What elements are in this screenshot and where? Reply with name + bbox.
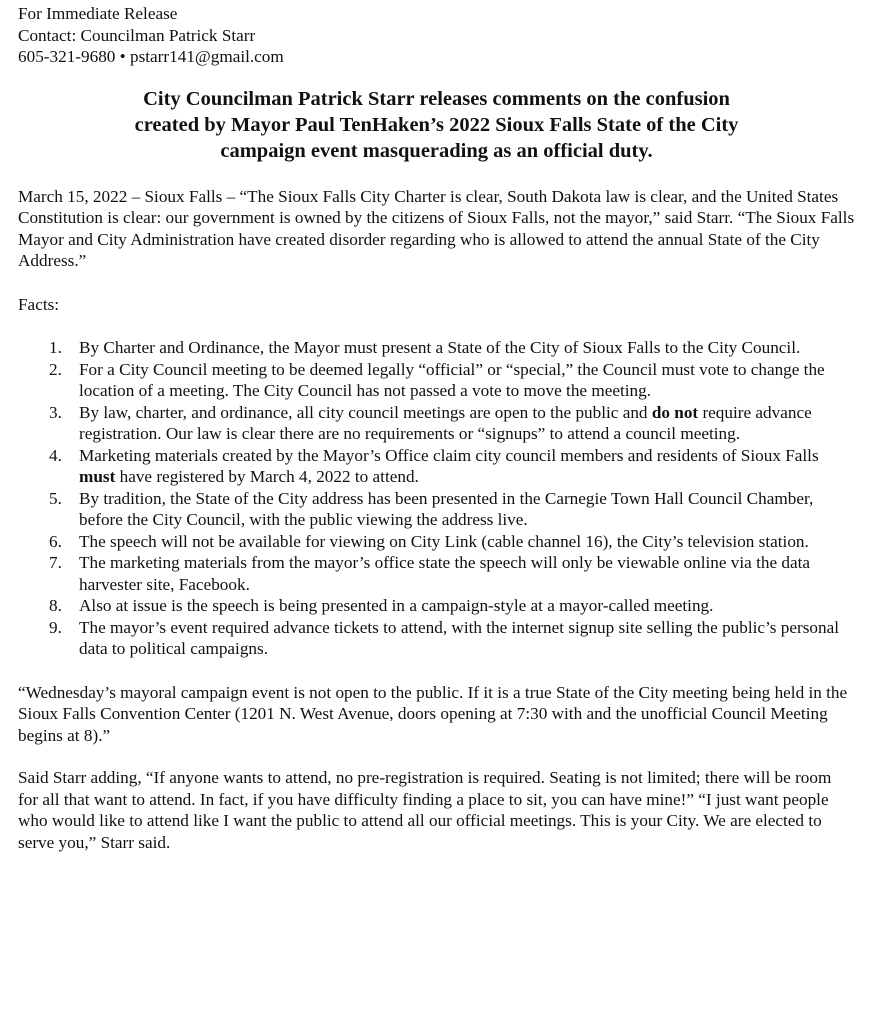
fact-item (18, 531, 855, 553)
fact-text: The marketing materials from the mayor’s office state the speech will only be viewable online via the data harvester site, Facebook. (79, 553, 811, 594)
fact-item (18, 445, 855, 488)
fact-text: The mayor’s event required advance tickets to attend, with the internet signup site selling the public’s personal data to political campaigns. (79, 617, 840, 658)
fact-text: Also at issue is the speech is being presented in a campaign-style at a mayor-called meeting. (79, 596, 714, 615)
fact-text-before: Marketing materials created by the Mayor’s Office claim city council members and residents of Sioux Falls (79, 445, 819, 465)
quote-paragraph: “Wednesday’s mayoral campaign event is not open to the public. If it is a true State of the City meeting being held in the Sioux Falls Convention Center (1201 N. West Avenue, doors opening at 7:30 with and the unofficial Council Meeting begins at 8).” (18, 682, 848, 745)
facts-list (18, 337, 855, 660)
fact-item (18, 359, 855, 402)
fact-text: By Charter and Ordinance, the Mayor must present a State of the City of Sioux Falls to the City Council. (79, 338, 801, 357)
fact-number: 5. (49, 488, 62, 508)
contact-header (18, 3, 855, 68)
headline-line-2: created by Mayor Paul TenHaken’s 2022 Sioux Falls State of the City (134, 113, 739, 136)
fact-text-after: require advance registration. Our law is clear there are no requirements or “signups” to attend a council meeting. (79, 402, 812, 443)
fact-item (18, 488, 855, 531)
fact-number: 9. (49, 617, 62, 637)
release-line: For Immediate Release (18, 4, 178, 23)
fact-item (18, 337, 855, 359)
facts-label: Facts: (18, 294, 60, 314)
fact-number: 6. (49, 531, 62, 551)
closing-paragraph: Said Starr adding, “If anyone wants to attend, no pre-registration is required. Seating is not limited; there will be room for all that want to attend. In fact, if you have difficulty finding a place to sit, you can have mine!” “I just want people who would like to attend like I want the public to attend all our official meetings. This is your City. We are elected to serve you,” Starr said. (18, 768, 832, 852)
headline-line-3: campaign event masquerading as an official duty. (220, 139, 653, 162)
fact-text: For a City Council meeting to be deemed legally “official” or “special,” the Council must vote to change the location of a meeting. The City Council has not passed a vote to move the meeting. (79, 359, 825, 400)
fact-item (18, 595, 855, 617)
fact-item (18, 617, 855, 660)
fact-item (18, 552, 855, 595)
fact-text: The speech will not be available for viewing on City Link (cable channel 16), the City’s television station. (79, 531, 809, 551)
fact-text-before: By law, charter, and ordinance, all city council meetings are open to the public and (79, 402, 652, 422)
fact-number: 2. (49, 359, 62, 379)
fact-text: By tradition, the State of the City address has been presented in the Carnegie Town Hall Council Chamber, before the City Council, with the public viewing the address live. (79, 488, 814, 529)
fact-item (18, 402, 855, 445)
headline (48, 86, 825, 164)
fact-number: 8. (49, 596, 62, 615)
contact-line: Contact: Councilman Patrick Starr (18, 25, 256, 45)
fact-number: 4. (49, 445, 62, 465)
fact-emphasis: must (79, 467, 116, 486)
lead-paragraph: March 15, 2022 – Sioux Falls – “The Sioux Falls City Charter is clear, South Dakota law is clear, and the United States Constitution is clear: our government is owned by the citizens of Sioux Falls, not the mayor,” said Starr. “The Sioux Falls Mayor and City Administration have created disorder regarding who is allowed to attend the annual State of the City Address.” (18, 186, 855, 270)
fact-emphasis: do not (651, 402, 699, 422)
fact-text-after: have registered by March 4, 2022 to attend. (115, 467, 419, 486)
fact-number: 7. (49, 553, 62, 572)
fact-number: 3. (49, 402, 62, 422)
fact-number: 1. (49, 338, 62, 357)
phone-email-line: 605-321-9680 • pstarr141@gmail.com (18, 47, 284, 66)
headline-line-1: City Councilman Patrick Starr releases comments on the confusion (143, 87, 730, 110)
